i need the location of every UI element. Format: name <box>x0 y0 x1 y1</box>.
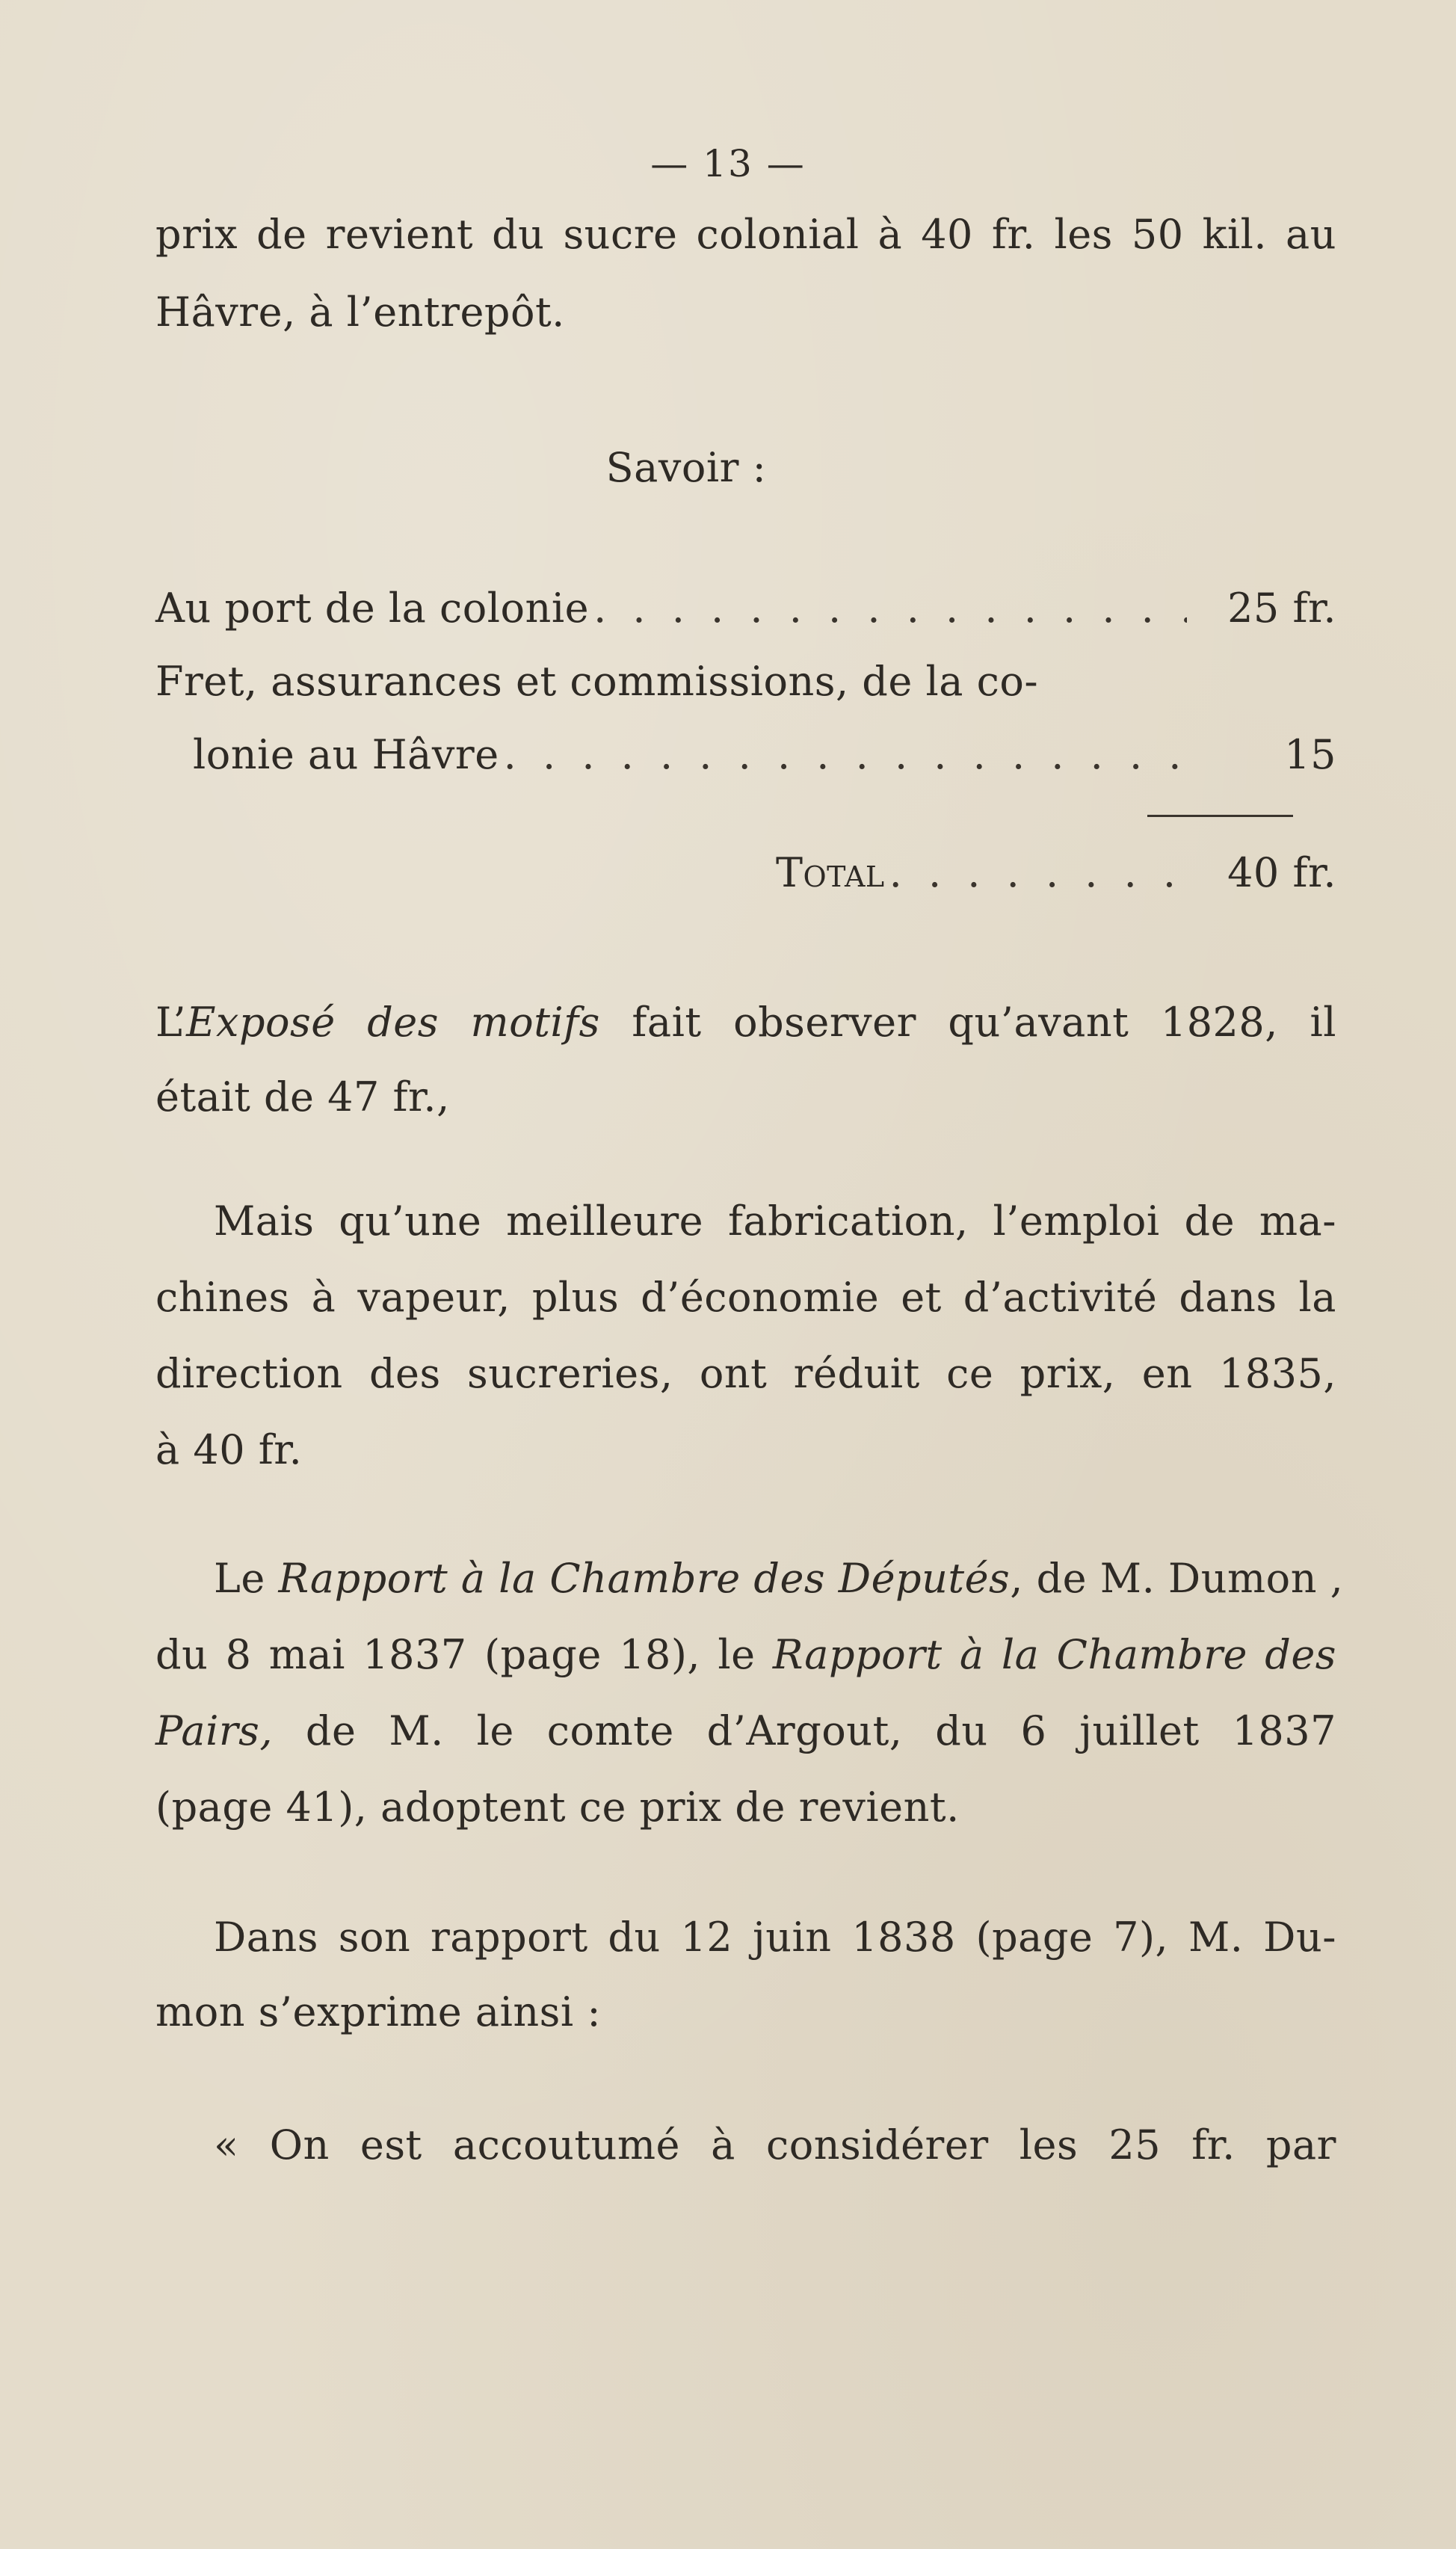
para3-l1-italic: Rapport à la Chambre des Députés <box>278 1555 1011 1602</box>
para3-l1-after: , de M. Dumon , <box>1010 1555 1344 1602</box>
leader-dots <box>499 716 1187 794</box>
ledger-row-port <box>155 570 1336 647</box>
ledger-row-fret-line-1: Fret, assurances et commissions, de la co- <box>155 658 1039 705</box>
para1-after: fait observer qu’avant 1828, il <box>599 999 1336 1046</box>
para2-line-3: direction des sucreries, ont réduit ce prix, en 1835, <box>155 1350 1336 1397</box>
ledger-row-fret-line-2 <box>155 716 1336 794</box>
para3-line-1 <box>155 1540 1344 1618</box>
para3-line-4: (page 41), adoptent ce prix de revient. <box>155 1784 960 1831</box>
para2-line-4: à 40 fr. <box>155 1426 303 1473</box>
total-rule <box>1147 815 1293 817</box>
ledger-label: Au port de la colonie <box>155 585 590 632</box>
para2-line-2: chines à vapeur, plus d’économie et d’activité dans la <box>155 1274 1336 1321</box>
para1-line-1 <box>155 984 1336 1061</box>
para4-line-1: Dans son rapport du 12 juin 1838 (page 7), M. Du- <box>214 1914 1336 1961</box>
para1-before: L’ <box>155 999 187 1046</box>
para3-l3-after: de M. le comte d’Argout, du 6 juillet 1837 <box>273 1707 1336 1754</box>
page-number: — 13 — <box>650 142 806 185</box>
para3-l3-italic: Pairs, <box>155 1707 274 1754</box>
para4-line-2: mon s’exprime ainsi : <box>155 1988 602 2035</box>
para3-l2-italic: Rapport à la Chambre des <box>772 1631 1336 1678</box>
para3-l2-before: du 8 mai 1837 (page 18), le <box>155 1631 773 1678</box>
leader-dots <box>885 834 1187 912</box>
para3-line-2 <box>155 1616 1336 1694</box>
total-label: Total <box>776 849 885 896</box>
intro-line-2: Hâvre, à l’entrepôt. <box>155 289 565 336</box>
para3-line-3 <box>155 1692 1336 1770</box>
intro-line-1: prix de revient du sucre colonial à 40 fr. les 50 kil. au <box>155 211 1336 258</box>
quote-line-1: « On est accoutumé à considérer les 25 fr. par <box>214 2121 1336 2169</box>
ledger-total <box>155 834 1336 912</box>
para1-line-2: était de 47 fr., <box>155 1073 450 1121</box>
para1-italic-title: Exposé des motifs <box>186 999 600 1046</box>
para2-line-1: Mais qu’une meilleure fabrication, l’emploi de ma- <box>214 1198 1336 1245</box>
para3-l1-before: Le <box>214 1555 279 1602</box>
total-amount: 40 fr. <box>1227 849 1336 896</box>
leader-dots <box>589 570 1187 647</box>
ledger-label: lonie au Hâvre <box>193 731 499 778</box>
ledger-amount: 25 fr. <box>1227 585 1336 632</box>
savoir-heading: Savoir : <box>605 444 767 491</box>
ledger-amount: 15 <box>1284 731 1336 778</box>
